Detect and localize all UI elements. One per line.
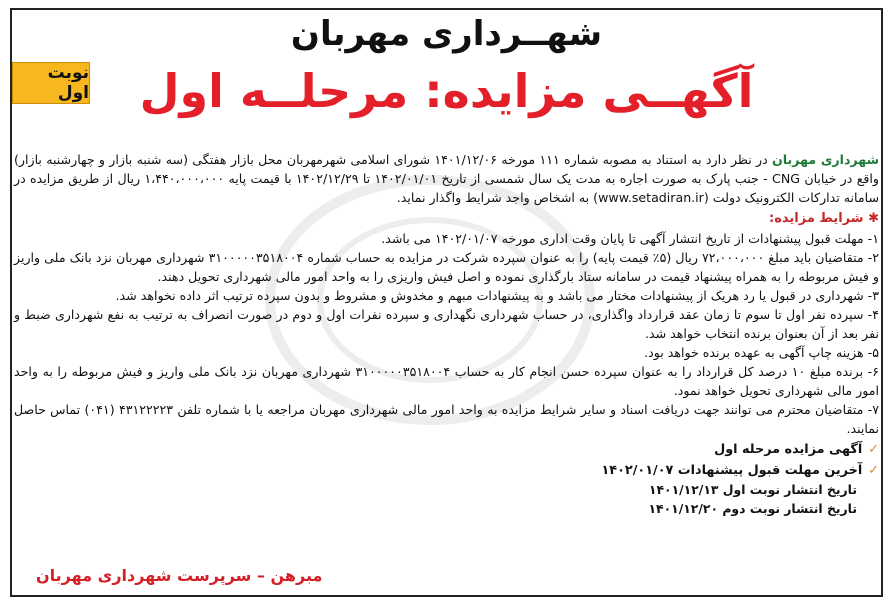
conditions-heading-text: شرایط مزایده: bbox=[769, 211, 864, 226]
conditions-heading bbox=[14, 209, 879, 228]
condition-item: ۳- شهرداری در قبول یا رد هریک از پیشنهادات مختار می باشد و به پیشنهادات مبهم و مخدوش و مشروط و بدون سپرده ترتیب اثر داده نخواهد شد. bbox=[115, 288, 879, 303]
auction-title: آگهــی مزایده: مرحلــه اول bbox=[139, 64, 754, 118]
conditions-list bbox=[14, 229, 879, 438]
summary-deadline: آخرین مهلت قبول پیشنهادات ۱۴۰۲/۰۱/۰۷ bbox=[601, 463, 863, 478]
publication-date-1: تاریخ انتشار نوبت اول ۱۴۰۱/۱۲/۱۳ bbox=[648, 482, 857, 497]
checkmark-icon: ✓ bbox=[868, 463, 879, 478]
organization-title: شهــرداری مهربان bbox=[290, 14, 603, 54]
condition-item: ۷- متقاضیان محترم می توانند جهت دریافت اسناد و سایر شرایط مزایده به واحد امور مالی شهرداری مهربان مراجعه یا با شماره تلفن ۴۳۱۲۲۲۲۳ (۰۴۱) تماس حاصل نمایند. bbox=[14, 402, 879, 436]
ad-body bbox=[14, 150, 879, 518]
summary-line bbox=[14, 440, 879, 459]
condition-item: ۲- متقاضیان باید مبلغ ۷۲،۰۰۰،۰۰۰ ریال (۵٪ قیمت پایه) را به عنوان سپرده شرکت در مزایده به حساب شماره ۳۱۰۰۰۰۰۳۵۱۸۰۰۴ شهرداری مهربان نزد بانک ملی واریز و فیش مربوطه را به همراه پیشنهاد قیمت در سامانه ستاد بارگذاری نموده و اصل فیش واریزی را به واحد امور مالی شهرداری تحویل دهند. bbox=[14, 250, 880, 284]
condition-item: ۱- مهلت قبول پیشنهادات از تاریخ انتشار آگهی تا پایان وقت اداری مورخه ۱۴۰۲/۰۱/۰۷ می باشد. bbox=[381, 231, 879, 246]
summary-deadline-line bbox=[14, 461, 879, 480]
star-icon: ✱ bbox=[868, 211, 879, 226]
round-badge: نوبت اول bbox=[12, 62, 90, 104]
summary-title: آگهی مزایده مرحله اول bbox=[714, 442, 863, 457]
intro-paragraph bbox=[14, 150, 879, 207]
intro-text: در نظر دارد به استناد به مصوبه شماره ۱۱۱ مورخه ۱۴۰۱/۱۲/۰۶ شورای اسلامی شهرمهربان محل بازار هفتگی (سه شنبه بازار و چهارشنبه بازار) واقع در خیابان CNG - جنب پارک به صورت اجاره به مدت یک سال شمسی از تاریخ ۱۴۰۲/۰۱/۰۱ تا ۱۴۰۲/۱۲/۲۹ با قیمت پایه ۱،۴۴۰،۰۰۰،۰۰۰ ریال از طریق مزایده در سامانه تدارکات الکترونیک دولت (www.setadiran.ir) به اشخاص واجد شرایط واگذار نماید. bbox=[14, 152, 879, 205]
checkmark-icon: ✓ bbox=[868, 442, 879, 457]
condition-item: ۶- برنده مبلغ ۱۰ درصد کل قرارداد را به عنوان سپرده حسن انجام کار به حساب ۳۱۰۰۰۰۰۳۵۱۸۰۰۴ شهرداری مهربان نزد بانک ملی واریز و فیش مربوطه را به واحد امور مالی شهرداری تحویل خواهد نمود. bbox=[14, 364, 879, 398]
condition-item: ۵- هزینه چاپ آگهی به عهده برنده خواهد بود. bbox=[644, 345, 879, 360]
signature: مبرهن – سرپرست شهرداری مهربان bbox=[36, 566, 323, 585]
municipality-name: شهرداری مهربان bbox=[772, 152, 879, 167]
publication-date-2: تاریخ انتشار نوبت دوم ۱۴۰۱/۱۲/۲۰ bbox=[648, 501, 857, 516]
condition-item: ۴- سپرده نفر اول تا سوم تا زمان عقد قرارداد واگذاری، در حساب شهرداری نگهداری و سپرده نفرات اول و دوم در صورت انصراف به ترتیب به نفع شهرداری ضبط و نفر بعد از آن بعنوان برنده انتخاب خواهد شد. bbox=[14, 307, 879, 341]
